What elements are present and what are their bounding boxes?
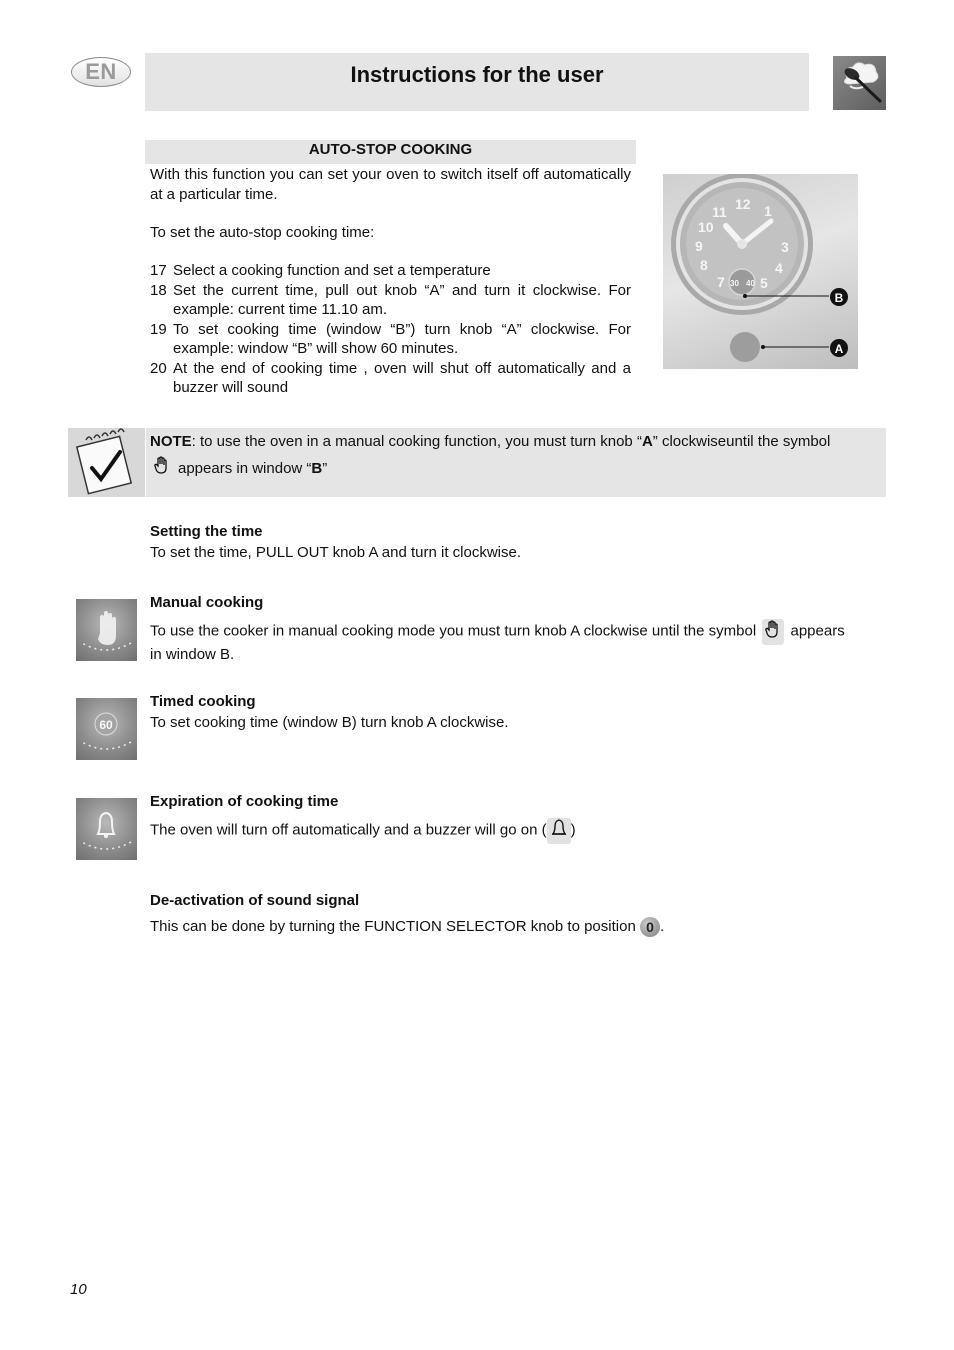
position-zero-icon [640,917,660,937]
timed-cooking-text: To set cooking time (window B) turn knob A clockwise. [150,714,509,731]
expiration-text [150,818,576,844]
expiration-text-part: ) [570,821,576,839]
deactivation-title: De-activation of sound signal [150,892,360,909]
clock-number: 12 [735,196,751,212]
language-badge [71,57,131,87]
hand-icon [154,456,170,483]
clock-number: 11 [712,204,727,220]
clock-number: 5 [760,275,768,291]
chef-spoon-icon [833,56,886,110]
clock-number: 10 [698,219,714,235]
clock-number: 9 [695,238,703,254]
steps-list [150,261,631,398]
clock-number: 8 [700,257,708,273]
manual-text-part: in window B. [150,645,235,663]
figure-label-a: A [834,342,844,356]
window-number: 30 [730,279,739,288]
page-number: 10 [70,1281,87,1298]
step-text: Set the current time, pull out knob “A” and turn it clockwise. For example: current time 11.10 am. [173,281,631,318]
note-text-part: ” [322,460,328,477]
expiration-thumbnail [76,798,137,860]
intro-subtitle: To set the auto-stop cooking time: [150,224,375,241]
manual-text-part: appears [790,622,845,640]
deactivation-text-part: This can be done by turning the FUNCTION SELECTOR knob to position [150,918,636,935]
clock-number: 4 [775,260,783,276]
timed-cooking-title: Timed cooking [150,693,256,710]
expiration-title: Expiration of cooking time [150,793,339,810]
note-icon-box [68,428,145,497]
note-knob: A [641,433,653,450]
manual-cooking-title: Manual cooking [150,594,264,611]
intro-paragraph: With this function you can set your oven to switch itself off automatically at a particular time. [150,166,631,203]
position-value: 0 [646,919,654,936]
figure-label-b: B [834,291,844,305]
step-number: 19 [150,320,167,338]
notepad-check-icon [68,428,145,497]
oven-clock-figure [663,174,858,369]
deactivation-text-part: . [659,918,665,935]
note-text-part: ” clockwiseuntil the symbol [652,433,831,450]
manual-cooking-text [150,619,884,664]
setting-time-text: To set the time, PULL OUT knob A and turn it clockwise. [150,544,522,561]
page-title: Instructions for the user [350,62,604,87]
list-item [150,281,631,320]
step-number: 20 [150,359,167,377]
deactivation-text [150,917,664,937]
clock-number: 1 [764,203,772,219]
language-code: EN [85,59,117,84]
step-text: To set cooking time (window “B”) turn knob “A” clockwise. For example: window “B” will show 60 minutes. [173,320,631,357]
manual-text-part: To use the cooker in manual cooking mode you must turn knob A clockwise until the symbol [150,622,757,640]
note-text-part: : to use the oven in a manual cooking function, you must turn knob “ [191,433,642,450]
list-item [150,320,631,359]
section-heading: AUTO-STOP COOKING [308,141,473,158]
clock-number: 3 [781,239,789,255]
window-number: 40 [746,279,755,288]
note-text-part: appears in window “ [178,460,312,477]
note-window: B [311,460,323,477]
step-text: Select a cooking function and set a temperature [173,262,491,279]
setting-time-title: Setting the time [150,523,263,540]
expiration-text-part: The oven will turn off automatically and a buzzer will go on ( [150,821,547,839]
thumb-value: 60 [99,718,113,732]
step-number: 18 [150,281,167,299]
list-item [150,261,631,281]
step-text: At the end of cooking time , oven will shut off automatically and a buzzer will sound [173,359,631,396]
clock-number: 7 [717,274,725,290]
step-number: 17 [150,262,167,279]
hand-icon [762,619,784,645]
note-label: NOTE [150,433,192,450]
manual-cooking-thumbnail [76,599,137,661]
timed-cooking-thumbnail [76,698,137,760]
note-text [150,428,884,483]
bell-icon [547,818,571,844]
list-item [150,359,631,398]
